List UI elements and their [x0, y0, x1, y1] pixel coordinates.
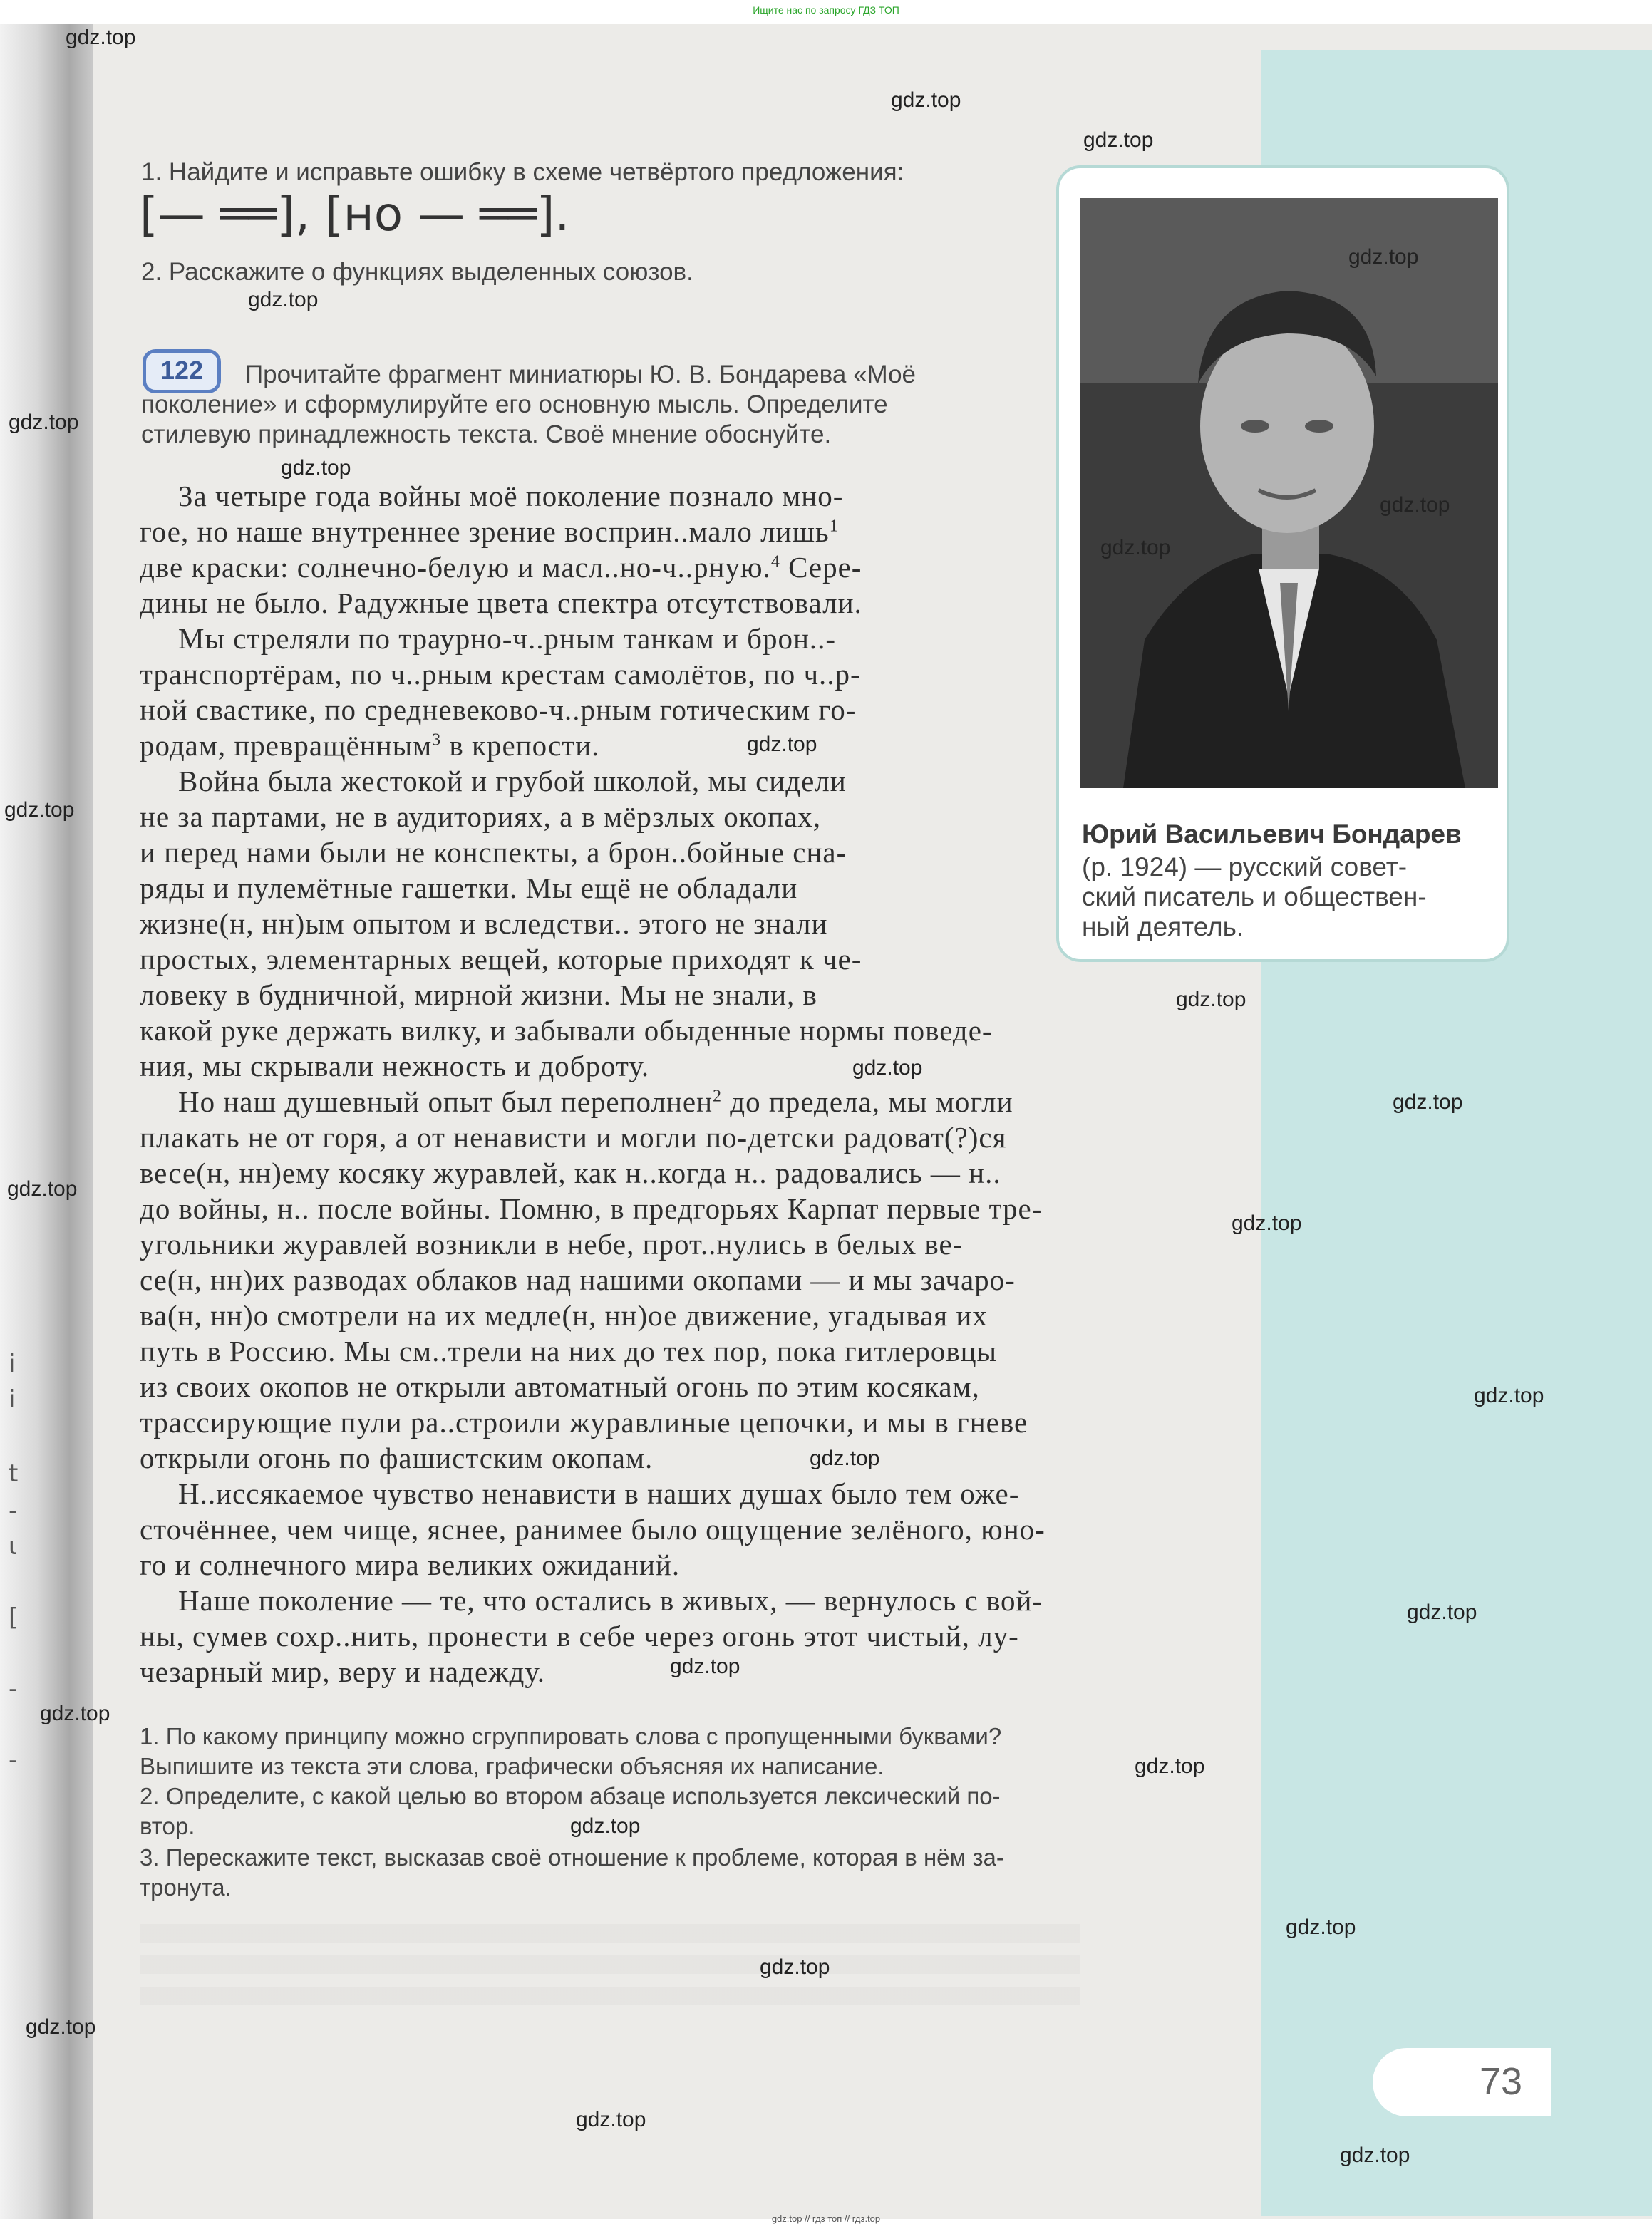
watermark: gdz.top — [1286, 1915, 1356, 1939]
author-name: Юрий Васильевич Бондарев — [1082, 819, 1462, 849]
text-line: ряды и пулемётные гашетки. Мы ещё не обладали — [140, 872, 798, 904]
watermark: gdz.top — [40, 1702, 110, 1725]
text-line: угольники журавлей возникли в небе, прот..нулись в белых ве- — [140, 1228, 964, 1261]
text-line: какой руке держать вилку, и забывали обыденные нормы поведе- — [140, 1014, 993, 1047]
watermark: gdz.top — [760, 1955, 830, 1979]
text-line: го и солнечного мира великих ожиданий. — [140, 1548, 681, 1581]
watermark: gdz.top — [66, 26, 136, 49]
watermark: gdz.top — [281, 456, 351, 480]
question-line: Выпишите из текста эти слова, графически объясняя их написание. — [140, 1753, 884, 1779]
footnote-mark: 1 — [829, 517, 839, 536]
watermark: gdz.top — [1135, 1754, 1205, 1778]
watermark: gdz.top — [1393, 1090, 1463, 1114]
text-line: плакать не от горя, а от ненависти и могли по-детски радоват(?)ся — [140, 1121, 1007, 1154]
margin-mark: i — [9, 1350, 16, 1378]
text-line: ловеку в будничной, мирной жизни. Мы не знали, в — [140, 978, 817, 1011]
margin-mark: - — [9, 1496, 18, 1525]
footer-note: gdz.top // гдз топ // гдз.top — [771, 2213, 881, 2224]
task-1: 1. Найдите и исправьте ошибку в схеме четвёртого предложения: — [141, 158, 904, 186]
question-line: тронута. — [140, 1874, 232, 1901]
watermark: gdz.top — [248, 288, 319, 311]
text-line: открыли огонь по фашистским окопам. — [140, 1442, 654, 1474]
text-line: простых, элементарных вещей, которые приходят к че- — [140, 943, 862, 976]
margin-mark: [ — [9, 1603, 19, 1632]
text-line: Война была жестокой и грубой школой, мы сидели — [178, 765, 847, 797]
faded-show-through-text — [140, 1924, 1080, 2017]
text-line: и перед нами были не конспекты, а брон..бойные сна- — [140, 836, 847, 869]
text-line: путь в Россию. Мы см..трели на них до тех пор, пока гитлеровцы — [140, 1335, 998, 1367]
watermark: gdz.top — [4, 798, 75, 822]
watermark: gdz.top — [810, 1447, 880, 1470]
watermark: gdz.top — [570, 1814, 641, 1838]
exercise-intro-line: поколение» и сформулируйте его основную мысль. Определите — [141, 391, 888, 418]
watermark: gdz.top — [1474, 1384, 1544, 1407]
watermark: gdz.top — [1100, 536, 1171, 559]
text-line: сточённее, чем чище, яснее, ранимее было ощущение зелёного, юно- — [140, 1513, 1046, 1546]
text-line: ны, сумев сохр..нить, пронести в себе через огонь этот чистый, лу- — [140, 1620, 1019, 1653]
watermark: gdz.top — [747, 733, 817, 756]
author-bio-line: ский писатель и обществен- — [1082, 882, 1427, 911]
page-number-tab — [1373, 2048, 1551, 2116]
watermark: gdz.top — [852, 1056, 923, 1080]
watermark: gdz.top — [891, 88, 961, 112]
text-line: Н..иссякаемое чувство ненависти в наших душах было тем оже- — [178, 1477, 1020, 1510]
author-bio-line: ный деятель. — [1082, 912, 1244, 941]
text-line: гое, но наше внутреннее зрение восприн..мало лишь$^1$ — [140, 515, 839, 548]
margin-mark: ι — [9, 1532, 17, 1561]
footnote-mark: 4 — [770, 552, 780, 572]
header-note: Ищите нас по запросу ГДЗ ТОП — [753, 4, 899, 16]
text-line: дины не было. Радужные цвета спектра отсутствовали. — [140, 586, 862, 619]
text-line: не за партами, не в аудиториях, а в мёрзлых окопах, — [140, 800, 822, 833]
watermark: gdz.top — [1407, 1600, 1477, 1624]
text-line: из своих окопов не открыли автоматный огонь по этим косякам, — [140, 1370, 980, 1403]
exercise-intro-line: стилевую принадлежность текста. Своё мнение обоснуйте. — [141, 420, 832, 448]
footnote-mark: 3 — [432, 730, 442, 750]
text-line: ва(н, нн)о смотрели на их медле(н, нн)ое движение, угадывая их — [140, 1299, 988, 1332]
watermark: gdz.top — [1340, 2143, 1410, 2167]
text-line: За четыре года войны моё поколение познало мно- — [178, 480, 844, 512]
watermark: gdz.top — [7, 1177, 78, 1201]
text-line: транспортёрам, по ч..рным крестам самолётов, по ч..р- — [140, 658, 861, 691]
watermark: gdz.top — [1380, 493, 1450, 517]
watermark: gdz.top — [26, 2015, 96, 2039]
text-line: трассирующие пули ра..строили журавлиные цепочки, и мы в гневе — [140, 1406, 1028, 1439]
question-line: 1. По какому принципу можно сгруппировать слова с пропущенными буквами? — [140, 1723, 1002, 1749]
text-line: Мы стреляли по траурно-ч..рным танкам и брон..- — [178, 622, 837, 655]
text-line: жизне(н, нн)ым опытом и вследстви.. этого не знали — [140, 907, 828, 940]
question-line: втор. — [140, 1813, 195, 1839]
margin-mark: - — [9, 1746, 18, 1774]
watermark: gdz.top — [576, 2108, 646, 2131]
text-line: се(н, нн)их разводах облаков над нашими окопами — и мы зачаро- — [140, 1263, 1016, 1296]
question-line: 2. Определите, с какой целью во втором абзаце используется лексический по- — [140, 1783, 1001, 1809]
watermark: gdz.top — [1232, 1211, 1302, 1235]
author-bio-line: (р. 1924) — русский совет- — [1082, 852, 1408, 881]
sentence-scheme: [— ══], [но — ══]. — [140, 187, 570, 242]
exercise-number-badge: 122 — [143, 349, 221, 393]
watermark: gdz.top — [1348, 245, 1419, 269]
margin-mark: - — [9, 1675, 18, 1703]
text-line: весе(н, нн)ему косяку журавлей, как н..когда н.. радовались — н.. — [140, 1157, 1001, 1189]
watermark: gdz.top — [9, 410, 79, 434]
task-2: 2. Расскажите о функциях выделенных союзов. — [141, 258, 693, 286]
margin-mark: i — [9, 1385, 16, 1414]
watermark: gdz.top — [1083, 128, 1154, 152]
text-line: чезарный мир, веру и надежду. — [140, 1655, 546, 1688]
exercise-intro-line: Прочитайте фрагмент миниатюры Ю. В. Бондарева «Моё — [245, 361, 917, 388]
text-line: две краски: солнечно-белую и масл..но-ч..рную.$^4$ Сере- — [140, 551, 862, 584]
text-line: ния, мы скрывали нежность и доброту. — [140, 1050, 650, 1082]
text-line: ной свастике, по средневеково-ч..рным готическим го- — [140, 693, 857, 726]
question-line: 3. Перескажите текст, высказав своё отношение к проблеме, которая в нём за- — [140, 1844, 1004, 1871]
footnote-mark: 2 — [713, 1087, 723, 1106]
page-number: 73 — [1480, 2060, 1523, 2103]
watermark: gdz.top — [670, 1655, 740, 1678]
text-line: Наше поколение — те, что остались в живых, — вернулось с вой- — [178, 1584, 1043, 1617]
book-spine-shadow — [0, 24, 96, 2219]
text-line: родам, превращённым$^3$ в крепости. — [140, 729, 600, 762]
watermark: gdz.top — [1176, 988, 1246, 1011]
text-line: до войны, н.. после войны. Помню, в предгорьях Карпат первые тре- — [140, 1192, 1043, 1225]
margin-mark: t — [9, 1459, 19, 1488]
text-line: Но наш душевный опыт был переполнен$^2$ до предела, мы могли — [178, 1085, 1013, 1118]
